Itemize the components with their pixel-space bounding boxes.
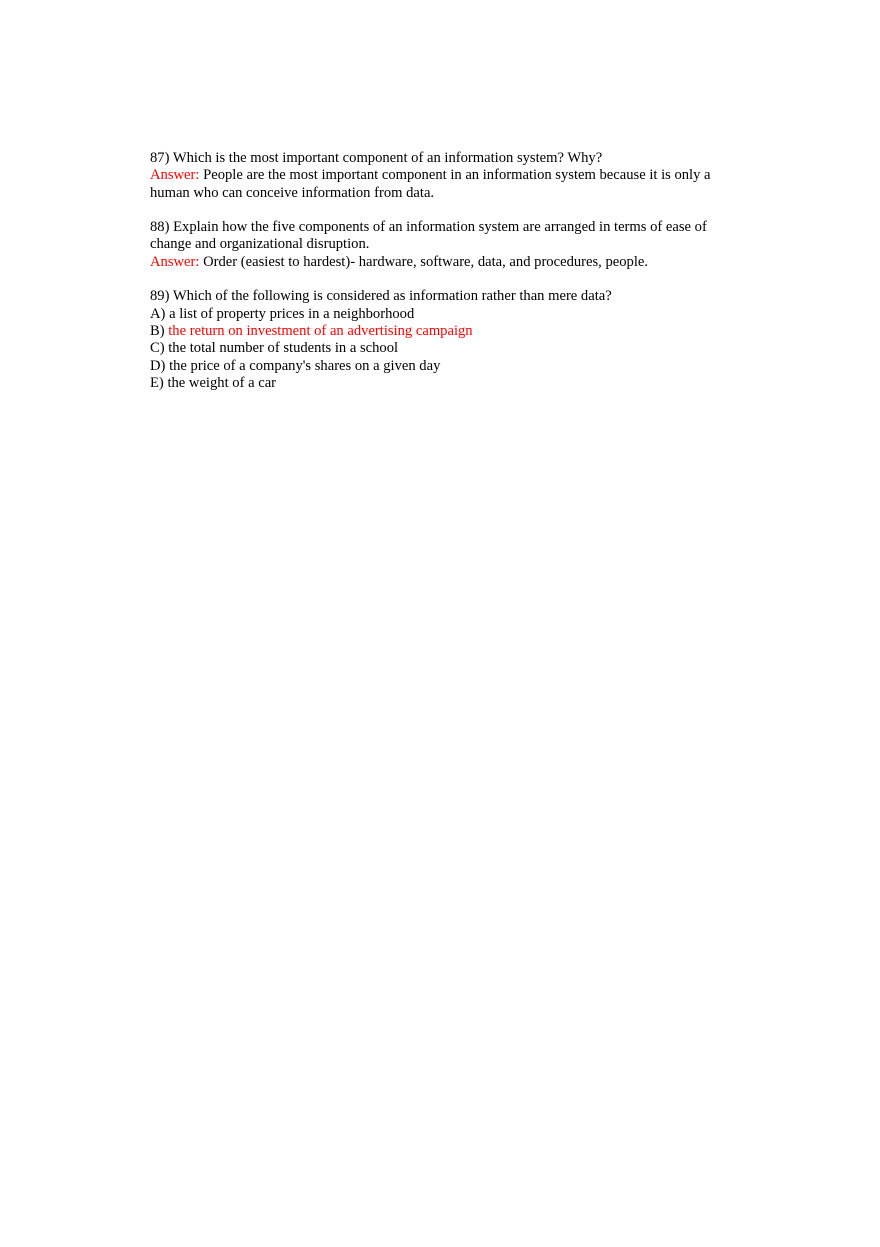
- option-letter: C): [150, 340, 165, 357]
- answer-line: [150, 167, 750, 184]
- answer-text: Order (easiest to hardest)- hardware, software, data, and procedures, people.: [203, 253, 649, 270]
- answer-text-continued: human who can conceive information from data.: [150, 184, 435, 201]
- question-text-continued: change and organizational disruption.: [150, 236, 370, 253]
- option-a: [150, 306, 750, 323]
- option-letter: A): [150, 305, 166, 322]
- option-e: [150, 375, 750, 392]
- option-d: [150, 358, 750, 375]
- question-text: 88) Explain how the five components of an information system are arranged in terms of ease of: [150, 219, 707, 236]
- question-list: [150, 150, 750, 392]
- answer-line: [150, 254, 750, 271]
- option-text: the price of a company's shares on a given day: [169, 357, 441, 374]
- question-89: [150, 288, 750, 392]
- option-text: a list of property prices in a neighborhood: [169, 305, 415, 322]
- option-letter: D): [150, 357, 166, 374]
- question-text: 87) Which is the most important component of an information system? Why?: [150, 150, 603, 166]
- answer-text: People are the most important component in an information system because it is only a: [203, 167, 711, 184]
- option-c: [150, 340, 750, 357]
- question-88: [150, 219, 750, 271]
- option-letter: E): [150, 374, 164, 391]
- answer-label: Answer:: [150, 253, 200, 270]
- answer-label: Answer:: [150, 167, 200, 184]
- question-text: 89) Which of the following is considered as information rather than mere data?: [150, 288, 612, 305]
- option-letter: B): [150, 322, 165, 339]
- option-text: the total number of students in a school: [168, 340, 399, 357]
- option-text: the weight of a car: [167, 374, 277, 391]
- option-text: the return on investment of an advertising campaign: [168, 322, 473, 339]
- option-b-correct: [150, 323, 750, 340]
- question-87: [150, 150, 750, 202]
